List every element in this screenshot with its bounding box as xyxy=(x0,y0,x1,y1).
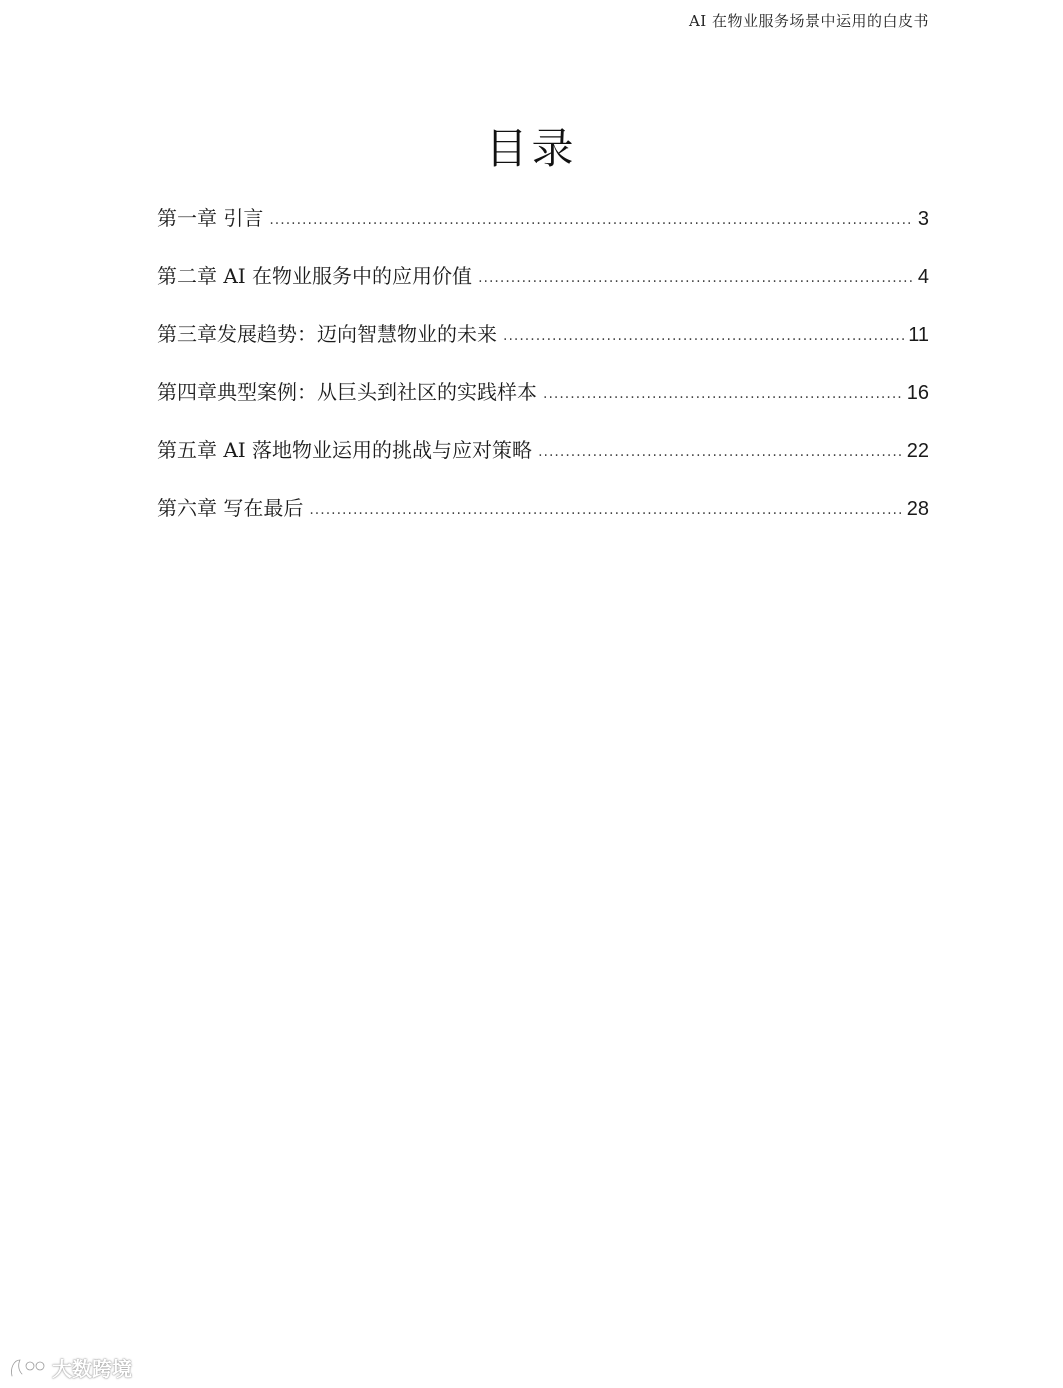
toc-entry-page-number: 22 xyxy=(906,440,929,462)
running-header: AI 在物业服务场景中运用的白皮书 xyxy=(688,12,929,30)
watermark-text: 大数跨境 xyxy=(52,1357,132,1381)
toc-entry-chapter-1[interactable] xyxy=(157,202,929,260)
toc-entry-label: 第五章 AI 落地物业运用的挑战与应对策略 xyxy=(157,438,533,462)
toc-entry-chapter-6[interactable] xyxy=(157,492,929,550)
toc-entry-label: 第一章 引言 xyxy=(157,206,264,230)
dot-leader xyxy=(543,386,903,402)
toc-entry-chapter-3[interactable] xyxy=(157,318,929,376)
dot-leader xyxy=(503,328,904,344)
toc-entry-label: 第四章典型案例：从巨头到社区的实践样本 xyxy=(157,380,537,404)
dot-leader xyxy=(478,270,914,286)
toc-entry-label: 第三章发展趋势：迈向智慧物业的未来 xyxy=(157,322,497,346)
toc-entry-label: 第二章 AI 在物业服务中的应用价值 xyxy=(157,264,473,288)
dot-leader xyxy=(538,444,903,460)
toc-entry-chapter-2[interactable] xyxy=(157,260,929,318)
toc-entry-chapter-4[interactable] xyxy=(157,376,929,434)
toc-entry-page-number: 4 xyxy=(917,266,929,288)
table-of-contents xyxy=(157,202,929,550)
toc-entry-page-number: 11 xyxy=(908,324,929,346)
watermark xyxy=(8,1353,132,1382)
toc-entry-chapter-5[interactable] xyxy=(157,434,929,492)
dot-leader xyxy=(309,502,902,518)
brand-logo-icon xyxy=(8,1356,48,1380)
toc-entry-page-number: 16 xyxy=(906,382,929,404)
page-title: 目录 xyxy=(485,124,578,174)
toc-entry-page-number: 3 xyxy=(917,208,929,230)
toc-entry-label: 第六章 写在最后 xyxy=(157,496,304,520)
dot-leader xyxy=(269,212,914,228)
toc-entry-page-number: 28 xyxy=(906,498,929,520)
